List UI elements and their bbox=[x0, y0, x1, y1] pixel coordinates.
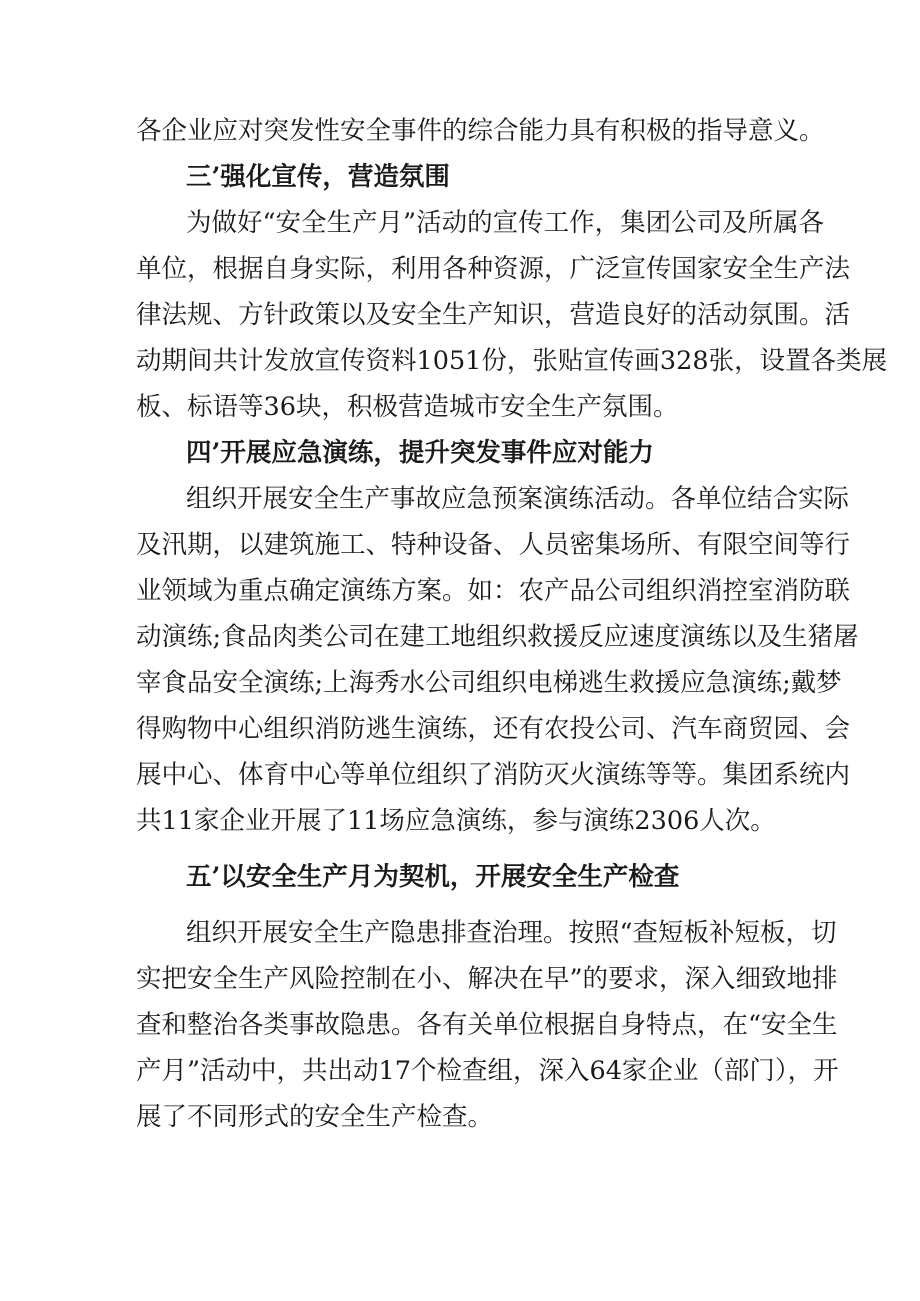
text-line: 查和整治各类事故隐患。各有关单位根据自身特点，在“安全生 bbox=[136, 1010, 838, 1040]
document-page bbox=[136, 108, 888, 1140]
text-line: 业领域为重点确定演练方案。如：农产品公司组织消控室消防联 bbox=[136, 576, 851, 606]
paragraph-continuation bbox=[136, 108, 825, 154]
text-line: 展中心、体育中心等单位组织了消防灭火演练等等。集团系统内 bbox=[136, 760, 851, 790]
text-line: 及汛期，以建筑施工、特种设备、人员密集场所、有限空间等行 bbox=[136, 530, 851, 560]
text-line: 动演练;食品肉类公司在建工地组织救援反应速度演练以及生猪屠 bbox=[136, 622, 859, 652]
text-line: 组织开展安全生产隐患排查治理。按照“查短板补短板，切 bbox=[186, 918, 837, 948]
spacer bbox=[136, 844, 800, 854]
spacer bbox=[136, 900, 800, 910]
paragraph-emergency-drills bbox=[136, 476, 859, 844]
text-line: 为做好“安全生产月”活动的宣传工作，集团公司及所属各 bbox=[186, 208, 825, 238]
text-line: 实把安全生产风险控制在小、解决在早”的要求，深入细致地排 bbox=[136, 964, 838, 994]
text-line: 产月”活动中，共出动17个检查组，深入64家企业（部门），开 bbox=[136, 1056, 839, 1086]
text-line: 律法规、方针政策以及安全生产知识，营造良好的活动氛围。活 bbox=[136, 300, 851, 330]
text-line: 组织开展安全生产事故应急预案演练活动。各单位结合实际 bbox=[186, 484, 850, 514]
text-line: 展了不同形式的安全生产检查。 bbox=[136, 1102, 494, 1132]
section-heading-4: 四’开展应急演练，提升突发事件应对能力 bbox=[186, 438, 654, 468]
text-line: 板、标语等36块，积极营造城市安全生产氛围。 bbox=[136, 392, 679, 422]
text-line: 得购物中心组织消防逃生演练，还有农投公司、汽车商贸园、会 bbox=[136, 714, 851, 744]
paragraph-safety-inspection bbox=[136, 910, 839, 1140]
section-heading-5: 五’以安全生产月为契机，开展安全生产检查 bbox=[186, 862, 680, 892]
section-heading-3: 三’强化宣传，营造氛围 bbox=[186, 162, 450, 192]
text-line: 动期间共计发放宣传资料1051份，张贴宣传画328张，设置各类展 bbox=[136, 346, 888, 376]
text-line: 宰食品安全演练;上海秀水公司组织电梯逃生救援应急演练;戴梦 bbox=[136, 668, 842, 698]
paragraph-publicity bbox=[136, 200, 888, 430]
text-line: 单位，根据自身实际，利用各种资源，广泛宣传国家安全生产法 bbox=[136, 254, 851, 284]
text-line: 共11家企业开展了11场应急演练，参与演练2306人次。 bbox=[136, 806, 776, 836]
text-line: 各企业应对突发性安全事件的综合能力具有积极的指导意义。 bbox=[136, 116, 825, 146]
